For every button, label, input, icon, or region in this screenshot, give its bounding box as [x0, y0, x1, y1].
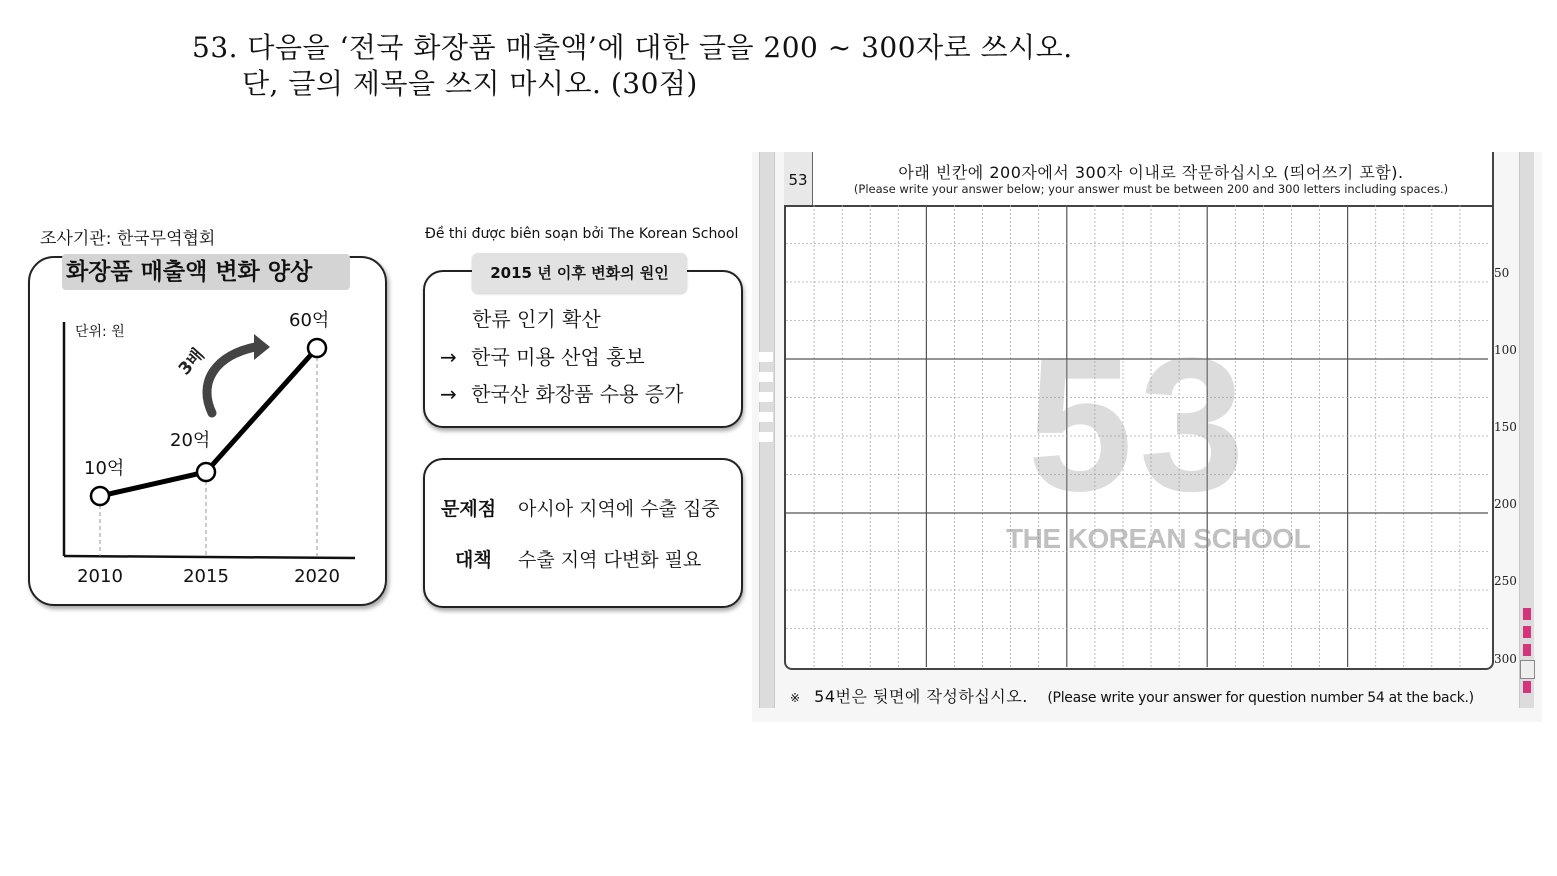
note-symbol: ※	[790, 691, 801, 705]
arrow-right-icon: →	[440, 382, 457, 406]
data-label: 20억	[170, 430, 211, 451]
watermark-school-name: THE KOREAN SCHOOL	[1006, 523, 1311, 554]
data-point	[91, 487, 109, 505]
cause-item	[440, 341, 645, 370]
side-marker	[1523, 681, 1531, 693]
cause-text: 한국 미용 산업 홍보	[471, 345, 645, 369]
question-line-1: 53. 다음을 ‘전국 화장품 매출액’에 대한 글을 200 ~ 300자로 쓰시오.	[192, 31, 1073, 64]
sheet-left-strip	[759, 152, 775, 708]
strip-gap	[759, 372, 773, 382]
data-label: 10억	[84, 458, 125, 479]
strip-gap	[759, 352, 773, 362]
char-count-label: 100	[1494, 343, 1517, 357]
sheet-right-strip	[1519, 152, 1534, 708]
note-english: (Please write your answer for question number 54 at the back.)	[1047, 690, 1474, 706]
solution-text: 수출 지역 다변화 필요	[518, 549, 702, 571]
cause-text: 한류 인기 확산	[472, 307, 601, 331]
note-korean: 54번은 뒷면에 작성하십시오.	[814, 687, 1028, 706]
x-tick-label: 2015	[183, 566, 229, 587]
cause-text: 한국산 화장품 수용 증가	[471, 382, 684, 406]
growth-arrow-icon	[207, 346, 260, 413]
data-label: 60억	[289, 310, 330, 331]
sales-line-chart	[28, 256, 384, 604]
instruction-english: (Please write your answer below; your answer must be between 200 and 300 letters including spaces.)	[853, 182, 1449, 196]
side-square	[1520, 660, 1535, 679]
question-line-2: 단, 글의 제목을 쓰지 마시오. (30점)	[242, 67, 698, 100]
problem-label: 문제점	[441, 498, 497, 520]
x-tick-label: 2020	[294, 566, 340, 587]
x-tick-label: 2010	[77, 566, 123, 587]
growth-arrowhead-icon	[254, 334, 270, 360]
side-marker	[1523, 608, 1531, 620]
cause-item	[472, 303, 601, 332]
char-count-label: 250	[1494, 574, 1517, 588]
multiplier-label: 3배	[174, 344, 209, 380]
arrow-right-icon: →	[440, 345, 457, 369]
problem-text: 아시아 지역에 수출 집중	[518, 498, 720, 520]
strip-gap	[759, 432, 773, 442]
strip-gap	[759, 412, 773, 422]
cause-item	[440, 378, 683, 407]
chart-title: 화장품 매출액 변화 양상	[62, 254, 350, 290]
credit-label: Đề thi được biên soạn bởi The Korean School	[425, 226, 739, 242]
back-page-note	[790, 684, 1474, 707]
char-count-label: 150	[1494, 420, 1517, 434]
char-count-label: 200	[1494, 497, 1517, 511]
problem-panel	[423, 458, 743, 608]
side-marker	[1523, 644, 1531, 656]
causes-title: 2015 년 이후 변화의 원인	[472, 253, 687, 293]
char-count-label: 50	[1494, 266, 1510, 280]
solution-label: 대책	[455, 549, 492, 571]
data-point	[308, 339, 326, 357]
side-marker	[1523, 626, 1531, 638]
char-count-label: 300	[1494, 652, 1517, 666]
chart-unit-label: 단위: 원	[75, 324, 125, 340]
watermark-number: 53	[1027, 319, 1251, 531]
x-axis	[64, 556, 355, 558]
instruction-korean: 아래 빈칸에 200자에서 300자 이내로 작문하십시오 (띄어쓰기 포함).	[898, 163, 1404, 182]
source-label: 조사기관: 한국무역협회	[40, 229, 216, 249]
data-point	[197, 463, 215, 481]
question-number-cell: 53	[784, 152, 813, 205]
strip-gap	[759, 392, 773, 402]
